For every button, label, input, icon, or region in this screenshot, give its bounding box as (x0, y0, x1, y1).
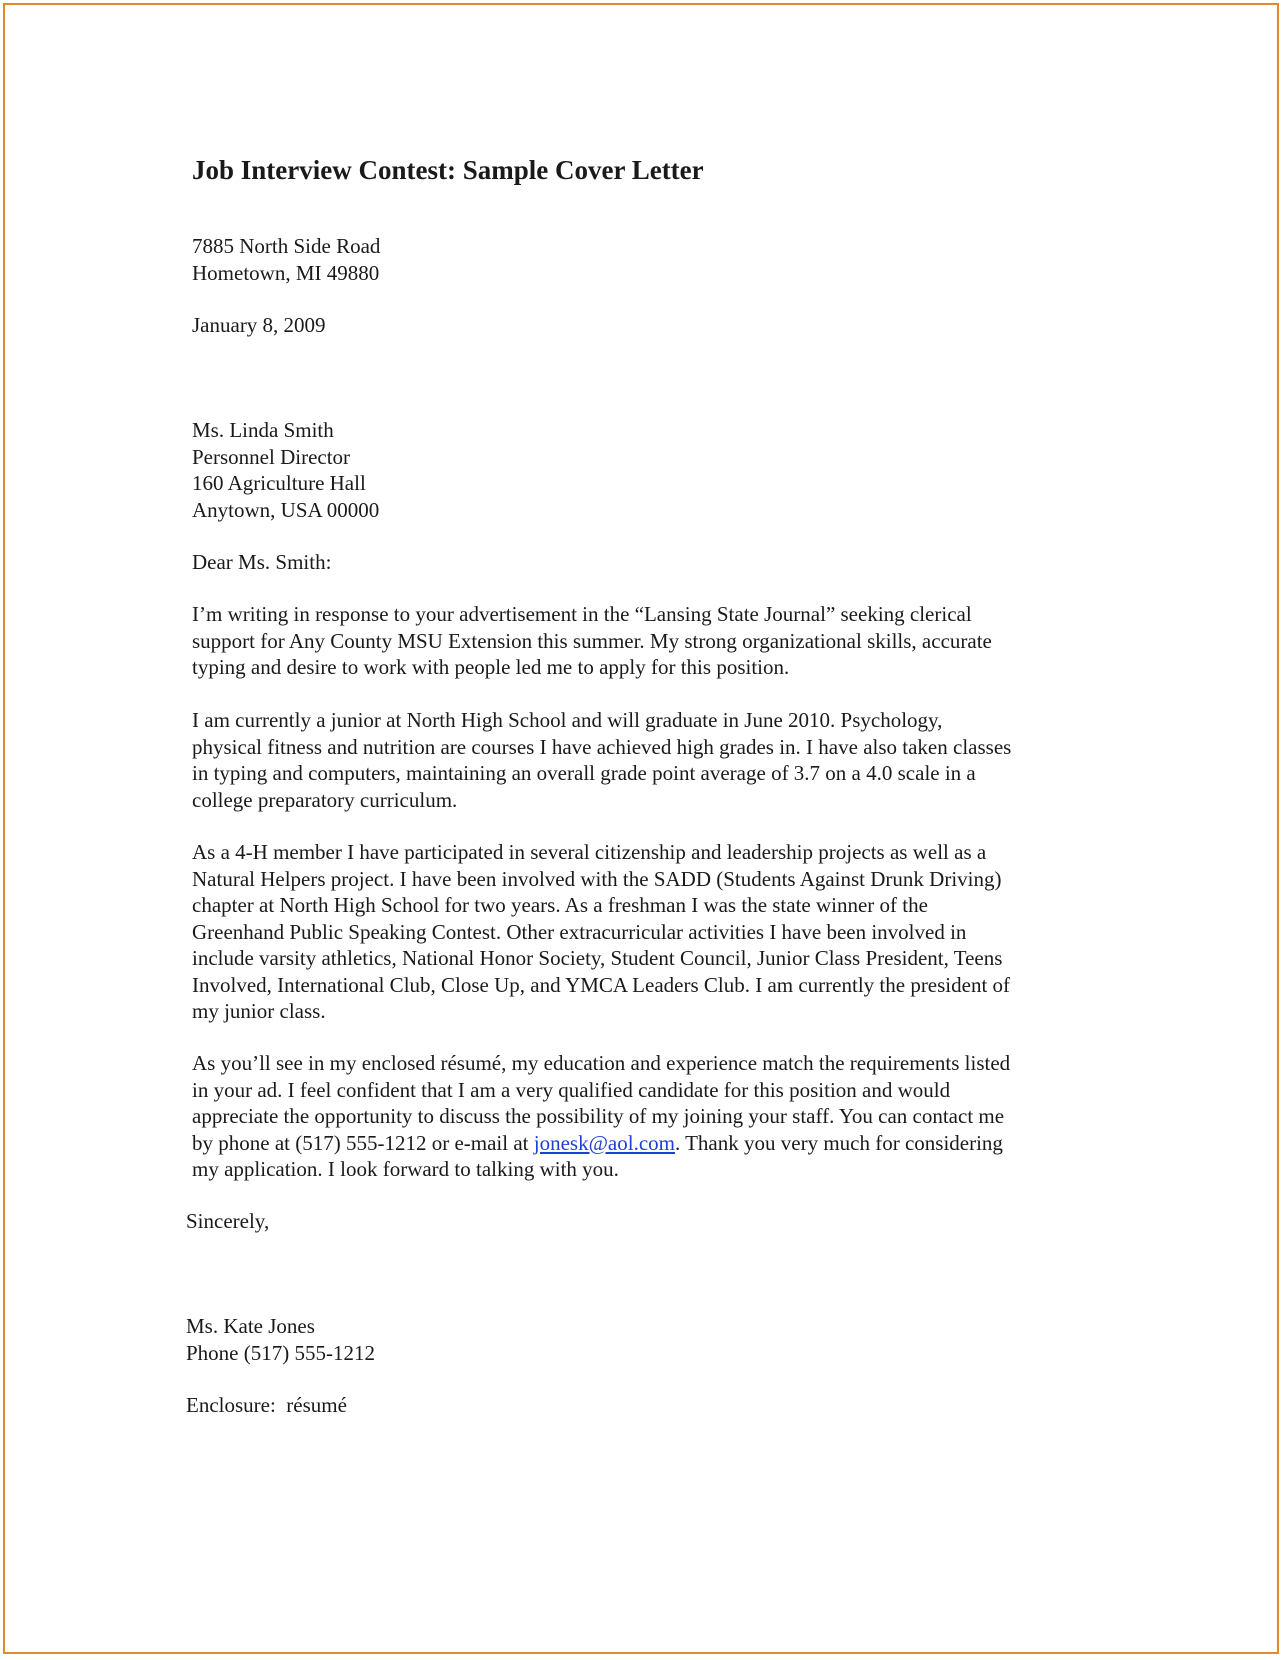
sender-city: Hometown, MI 49880 (192, 260, 380, 285)
paragraph-activities (192, 839, 1010, 1025)
letter-date: January 8, 2009 (192, 313, 326, 337)
paragraph-line: appreciate the opportunity to discuss the possibility of my joining your staff. You can contact me (192, 1104, 1005, 1128)
contact-text-before: by phone at (517) 555-1212 or e-mail at (192, 1130, 534, 1155)
letter-title: Job Interview Contest: Sample Cover Letter (192, 155, 704, 185)
paragraph-intro (192, 601, 992, 681)
paragraph-line: typing and desire to work with people led me to apply for this position. (192, 655, 790, 679)
contact-text-after: . Thank you very much for considering (674, 1130, 1003, 1155)
paragraph-line: college preparatory curriculum. (192, 787, 458, 812)
paragraph-line: in your ad. I feel confident that I am a very qualified candidate for this position and would (192, 1077, 951, 1102)
paragraph-line: my junior class. (192, 999, 326, 1023)
paragraph-line: Involved, International Club, Close Up, and YMCA Leaders Club. I am currently the president of (192, 972, 1011, 997)
paragraph-line: physical fitness and nutrition are courses I have achieved high grades in. I have also taken classes (192, 734, 1012, 759)
signer-phone: Phone (517) 555-1212 (186, 1340, 375, 1365)
paragraph-line: in typing and computers, maintaining an overall grade point average of 3.7 on a 4.0 scale in a (192, 761, 976, 785)
recipient-name: Ms. Linda Smith (192, 418, 334, 442)
paragraph-education (192, 707, 1011, 813)
recipient-street: 160 Agriculture Hall (192, 471, 366, 495)
salutation: Dear Ms. Smith: (192, 550, 332, 574)
paragraph-line: I am currently a junior at North High School and will graduate in June 2010. Psychology, (192, 708, 943, 732)
recipient-position: Personnel Director (192, 444, 351, 469)
paragraph-line: support for Any County MSU Extension this summer. My strong organizational skills, accurate (192, 628, 992, 653)
closing: Sincerely, (186, 1209, 270, 1233)
paragraph-line: I’m writing in response to your advertisement in the “Lansing State Journal” seeking clerical (192, 602, 972, 626)
paragraph-line: Greenhand Public Speaking Contest. Other extracurricular activities I have been involved in (192, 919, 967, 944)
signature-block (186, 1313, 375, 1366)
paragraph-line: As you’ll see in my enclosed résumé, my education and experience match the requirements listed (192, 1051, 1011, 1075)
paragraph-line-contact (192, 1130, 1010, 1157)
paragraph-closing (192, 1050, 1010, 1183)
recipient-city: Anytown, USA 00000 (192, 497, 380, 522)
paragraph-line: Natural Helpers project. I have been involved with the SADD (Students Against Drunk Driving) (192, 866, 1002, 891)
recipient-address (192, 417, 379, 523)
paragraph-line: chapter at North High School for two years. As a freshman I was the state winner of the (192, 893, 928, 917)
email-link[interactable]: jonesk@aol.com (533, 1130, 675, 1155)
paragraph-line: include varsity athletics, National Honor Society, Student Council, Junior Class President, Teens (192, 946, 1003, 970)
paragraph-line: As a 4-H member I have participated in several citizenship and leadership projects as well as a (192, 840, 987, 864)
sender-street: 7885 North Side Road (192, 234, 381, 258)
paragraph-line: my application. I look forward to talking with you. (192, 1157, 619, 1181)
enclosure-note: Enclosure: résumé (186, 1393, 347, 1417)
sender-address (192, 233, 380, 286)
signer-name: Ms. Kate Jones (186, 1314, 315, 1338)
